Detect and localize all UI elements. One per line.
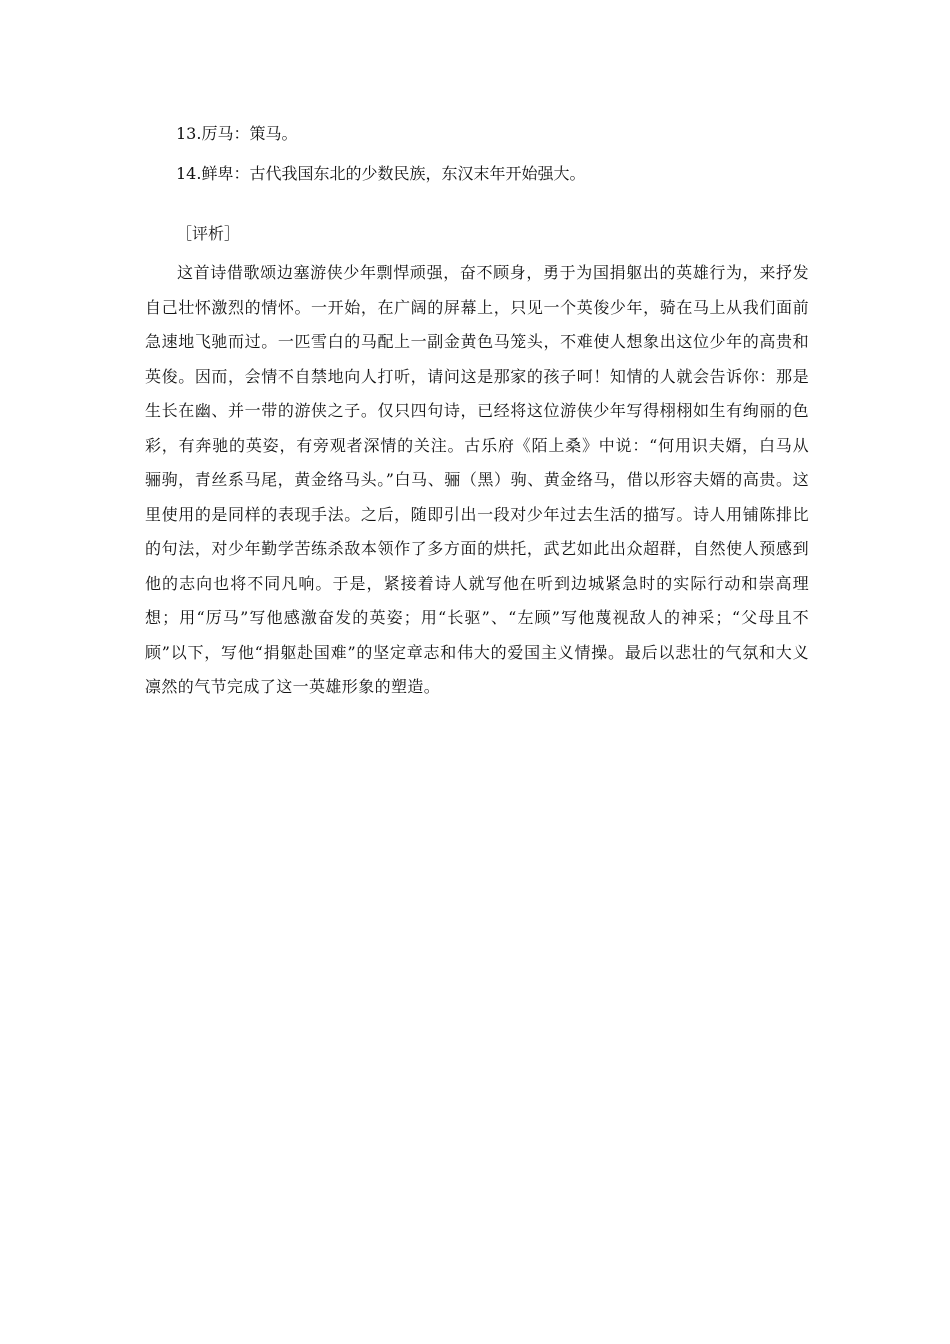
footnotes (176, 124, 816, 204)
commentary-paragraph: 这首诗借歌颂边塞游侠少年剽悍顽强，奋不顾身，勇于为国捐躯出的英雄行为，来抒发自己壮怀激烈的情怀。一开始，在广阔的屏幕上，只见一个英俊少年，骑在马上从我们面前急速地飞驰而过。一匹雪白的马配上一副金黄色马笼头，不难使人想象出这位少年的高贵和英俊。因而，会情不自禁地向人打听，请问这是那家的孩子呵！知情的人就会告诉你：那是生长在幽、并一带的游侠之子。仅只四句诗，已经将这位游侠少年写得栩栩如生有绚丽的色彩，有奔驰的英姿，有旁观者深情的关注。古乐府《陌上桑》中说：“何用识夫婿，白马从骊驹，青丝系马尾，黄金络马头。”白马、骊（黑）驹、黄金络马，借以形容夫婿的高贵。这里使用的是同样的表现手法。之后，随即引出一段对少年过去生活的描写。诗人用铺陈排比的句法，对少年勤学苦练杀敌本领作了多方面的烘托，武艺如此出众超群，自然使人预感到他的志向也将不同凡响。于是，紧接着诗人就写他在听到边城紧急时的实际行动和崇高理想；用“厉马”写他感激奋发的英姿；用“长驱”、“左顾”写他蔑视敌人的神采；“父母且不顾”以下，写他“捐躯赴国难”的坚定章志和伟大的爱国主义情操。最后以悲壮的气氛和大义凛然的气节完成了这一英雄形象的塑造。 (145, 263, 809, 696)
footnote-14: 14.鲜卑：古代我国东北的少数民族，东汉末年开始强大。 (176, 164, 586, 183)
section-label-commentary: ［评析］ (176, 224, 241, 243)
footnote-13: 13.厉马：策马。 (176, 124, 298, 143)
